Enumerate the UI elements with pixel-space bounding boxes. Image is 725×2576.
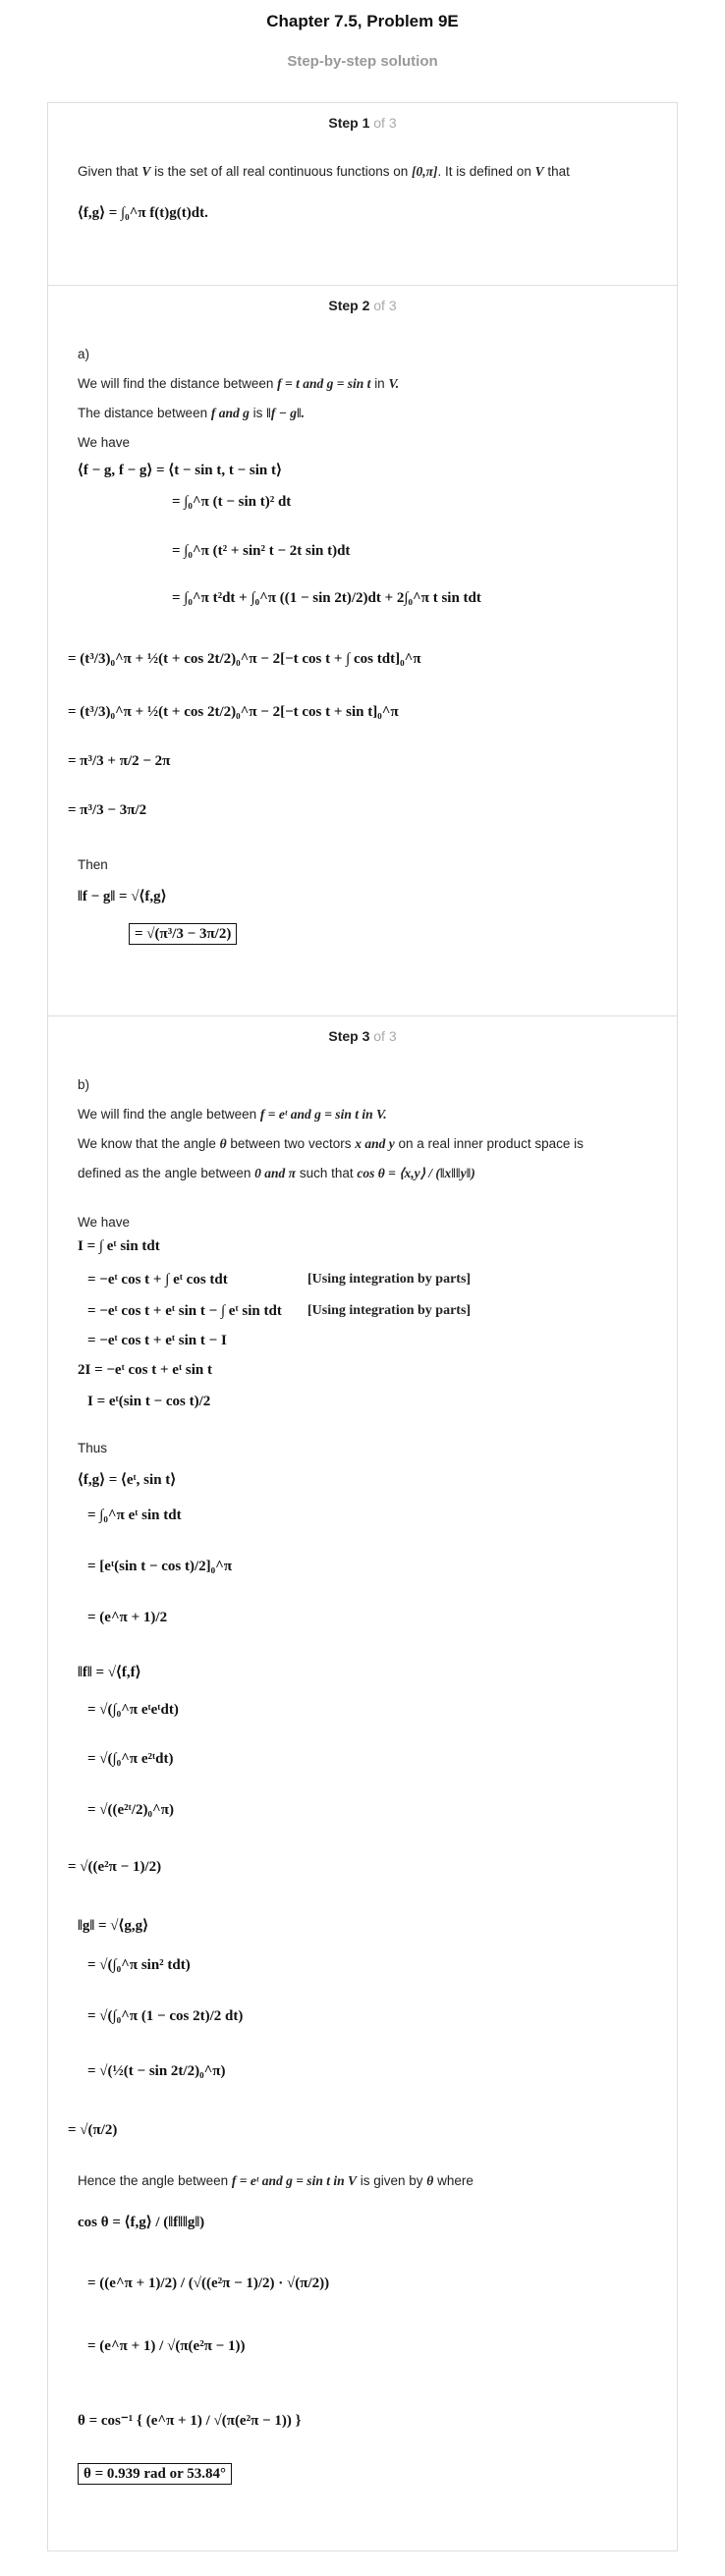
step-3-def-line: defined as the angle between 0 and π such that cos θ = ⟨x,y⟩ / (‖x‖‖y‖) <box>78 1166 475 1180</box>
step-1-heading: Step 1 of 3 <box>328 115 397 131</box>
step-3-final-answer: θ = 0.939 rad or 53.84° <box>78 2466 232 2483</box>
step-2-eq-line-4: = ∫₀^π t²dt + ∫₀^π ((1 − sin 2t)/2)dt + 2∫₀^π t sin tdt <box>172 590 481 606</box>
step-3-f-norm-line-5: = √((e²π − 1)/2) <box>68 1859 162 1875</box>
step-3-card <box>47 1015 678 2551</box>
step-2-heading: Step 2 of 3 <box>328 298 397 313</box>
step-3-fg-line-1: ⟨f,g⟩ = ⟨eᵗ, sin t⟩ <box>78 1472 177 1488</box>
step-3-cos-line-2: = ((e^π + 1)/2) / (√((e²π − 1)/2) · √(π/2)) <box>87 2275 330 2291</box>
step-3-we-have: We have <box>78 1215 131 1230</box>
step-3-g-norm-line-2: = √(∫₀^π sin² tdt) <box>87 1957 191 1973</box>
step-2-card <box>47 285 678 1017</box>
step-2-distance-line: The distance between f and g is ‖f − g‖. <box>78 406 306 420</box>
step-3-parts-note-2: [Using integration by parts] <box>307 1303 472 1318</box>
step-3-I-line-3: = −eᵗ cos t + eᵗ sin t − ∫ eᵗ sin tdt <box>87 1303 282 1319</box>
step-2-eq-line-8: = π³/3 − 3π/2 <box>68 802 147 818</box>
step-2-we-have: We have <box>78 435 131 450</box>
step-2-eq-line-3: = ∫₀^π (t² + sin² t − 2t sin t)dt <box>172 543 351 559</box>
step-2-eq-line-5: = (t³/3)₀^π + ½(t + cos 2t/2)₀^π − 2[−t cos t + ∫ cos tdt]₀^π <box>68 651 421 667</box>
step-1-card <box>47 102 678 287</box>
step-3-I-line-6: I = eᵗ(sin t − cos t)/2 <box>87 1394 211 1409</box>
step-3-fg-line-4: = (e^π + 1)/2 <box>87 1610 168 1625</box>
step-2-eq-line-6: = (t³/3)₀^π + ½(t + cos 2t/2)₀^π − 2[−t cos t + sin t]₀^π <box>68 704 399 720</box>
step-3-cos-line-1: cos θ = ⟨f,g⟩ / (‖f‖‖g‖) <box>78 2215 205 2230</box>
step-3-thus: Thus <box>78 1441 108 1455</box>
step-3-parts-note-1: [Using integration by parts] <box>307 1272 472 1287</box>
step-2-part-label: a) <box>78 347 90 361</box>
step-2-norm-line: ‖f − g‖ = √⟨f,g⟩ <box>78 889 167 904</box>
step-3-f-norm-line-1: ‖f‖ = √⟨f,f⟩ <box>78 1665 141 1680</box>
step-3-theta-line: θ = cos⁻¹ { (e^π + 1) / √(π(e²π − 1)) } <box>78 2413 302 2429</box>
step-2-eq-line-1: ⟨f − g, f − g⟩ = ⟨t − sin t, t − sin t⟩ <box>78 463 282 478</box>
step-3-I-line-2: = −eᵗ cos t + ∫ eᵗ cos tdt <box>87 1272 228 1288</box>
step-3-g-norm-line-3: = √(∫₀^π (1 − cos 2t)/2 dt) <box>87 2008 244 2024</box>
step-3-heading: Step 3 of 3 <box>328 1028 397 1044</box>
step-2-find-line: We will find the distance between f = t and g = sin t in V. <box>78 376 400 391</box>
step-3-I-line-1: I = ∫ eᵗ sin tdt <box>78 1238 160 1254</box>
inner-product-definition: ⟨f,g⟩ = ∫₀^π f(t)g(t)dt. <box>78 205 208 221</box>
step-3-f-norm-line-2: = √(∫₀^π eᵗeᵗdt) <box>87 1702 179 1718</box>
step-2-eq-line-2: = ∫₀^π (t − sin t)² dt <box>172 494 292 510</box>
step-2-result: = √(π³/3 − 3π/2) <box>129 926 237 943</box>
step-3-fg-line-3: = [eᵗ(sin t − cos t)/2]₀^π <box>87 1559 233 1574</box>
step-3-g-norm-line-5: = √(π/2) <box>68 2122 118 2138</box>
step-3-g-norm-line-1: ‖g‖ = √⟨g,g⟩ <box>78 1918 148 1934</box>
step-3-I-line-4: = −eᵗ cos t + eᵗ sin t − I <box>87 1333 227 1348</box>
step-3-fg-line-2: = ∫₀^π eᵗ sin tdt <box>87 1507 182 1523</box>
step-3-I-line-5: 2I = −eᵗ cos t + eᵗ sin t <box>78 1362 212 1378</box>
step-3-part-label: b) <box>78 1077 90 1092</box>
step-3-g-norm-line-4: = √(½(t − sin 2t/2)₀^π) <box>87 2063 226 2079</box>
step-3-hence-line: Hence the angle between f = eᵗ and g = sin t in V is given by θ where <box>78 2173 474 2188</box>
page-title: Chapter 7.5, Problem 9E <box>266 12 459 30</box>
step-3-f-norm-line-4: = √((e²ᵗ/2)₀^π) <box>87 1802 174 1818</box>
step-2-eq-line-7: = π³/3 + π/2 − 2π <box>68 753 171 769</box>
step-3-find-line: We will find the angle between f = eᵗ and g = sin t in V. <box>78 1107 387 1122</box>
step-3-know-line: We know that the angle θ between two vectors x and y on a real inner product space is <box>78 1136 584 1151</box>
step-1-given: Given that V is the set of all real continuous functions on [0,π]. It is defined on V that <box>78 164 570 179</box>
step-3-cos-line-3: = (e^π + 1) / √(π(e²π − 1)) <box>87 2338 246 2354</box>
page-subtitle: Step-by-step solution <box>287 53 438 70</box>
step-3-f-norm-line-3: = √(∫₀^π e²ᵗdt) <box>87 1751 174 1767</box>
step-2-then: Then <box>78 857 108 872</box>
